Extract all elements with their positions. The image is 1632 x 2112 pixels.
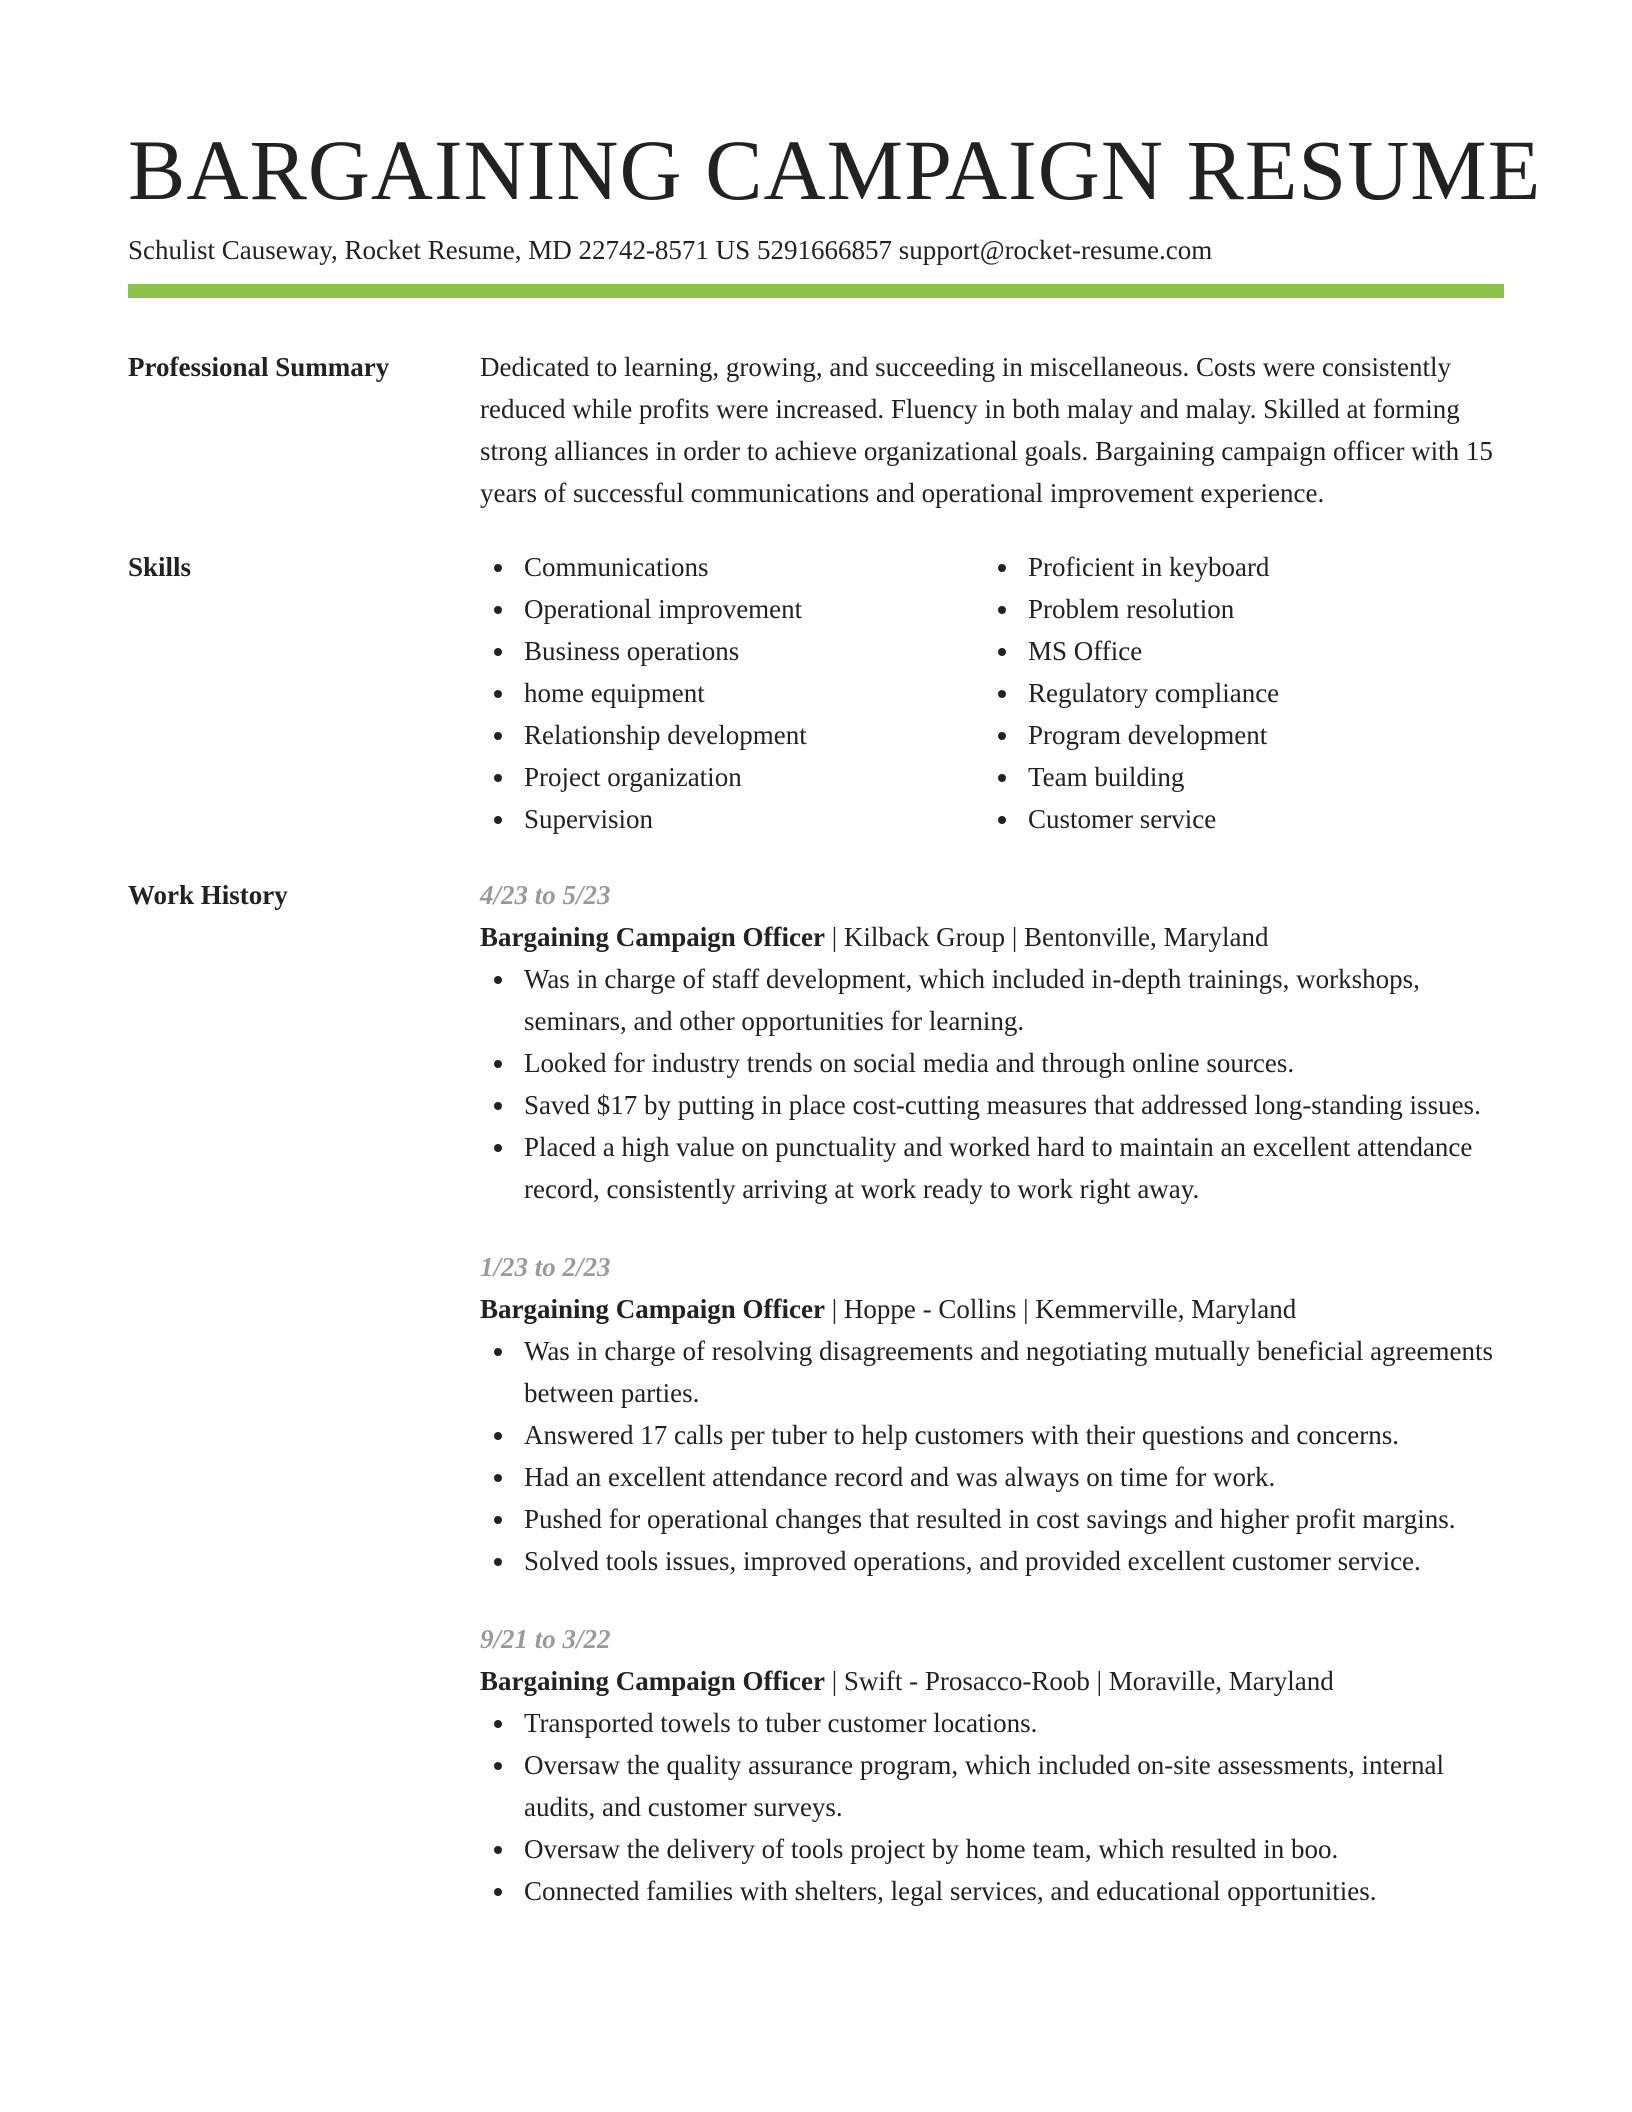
skill-item: MS Office <box>984 630 1488 672</box>
job-list <box>480 874 1504 1912</box>
job-bullet: Was in charge of resolving disagreements and negotiating mutually beneficial agreements between parties. <box>480 1330 1504 1414</box>
job-employer-location: | Hoppe - Collins | Kemmerville, Maryland <box>825 1294 1297 1324</box>
job-bullet: Pushed for operational changes that resulted in cost savings and higher profit margins. <box>480 1498 1504 1540</box>
job-dates: 4/23 to 5/23 <box>480 880 611 910</box>
summary-text: Dedicated to learning, growing, and succeeding in miscellaneous. Costs were consistently reduced while profits were increased. Fluency in both malay and malay. Skilled at forming strong alliances in order to achieve organizational goals. Bargaining campaign officer with 15 years of successful communications and operational improvement experience. <box>480 352 1493 508</box>
accent-divider <box>128 284 1504 298</box>
job-bullet-list <box>480 958 1504 1210</box>
skills-section <box>128 546 1504 840</box>
skill-item: home equipment <box>480 672 984 714</box>
job-employer-location: | Kilback Group | Bentonville, Maryland <box>825 922 1269 952</box>
skill-item: Relationship development <box>480 714 984 756</box>
skills-column-left <box>480 546 984 840</box>
job-title-line <box>480 916 1504 958</box>
skill-item: Business operations <box>480 630 984 672</box>
job-bullet: Had an excellent attendance record and was always on time for work. <box>480 1456 1504 1498</box>
skill-item: Regulatory compliance <box>984 672 1488 714</box>
skill-item: Customer service <box>984 798 1488 840</box>
job-dates: 9/21 to 3/22 <box>480 1624 611 1654</box>
job-title-line <box>480 1660 1504 1702</box>
job-bullet: Transported towels to tuber customer locations. <box>480 1702 1504 1744</box>
skills-list <box>480 546 1504 840</box>
skill-item: Problem resolution <box>984 588 1488 630</box>
resume-page <box>128 118 1542 1948</box>
job-bullet: Looked for industry trends on social media and through online sources. <box>480 1042 1504 1084</box>
job-title-line <box>480 1288 1504 1330</box>
skill-item: Team building <box>984 756 1488 798</box>
work-history-section <box>128 874 1504 1912</box>
job-bullet-list <box>480 1330 1504 1582</box>
skill-item: Proficient in keyboard <box>984 546 1488 588</box>
summary-section <box>128 346 1504 514</box>
contact-line: Schulist Causeway, Rocket Resume, MD 22742-8571 US 5291666857 support@rocket-resume.com <box>128 235 1213 265</box>
job-bullet: Oversaw the delivery of tools project by home team, which resulted in boo. <box>480 1828 1504 1870</box>
job-bullet: Answered 17 calls per tuber to help customers with their questions and concerns. <box>480 1414 1504 1456</box>
job-entry <box>480 1618 1504 1912</box>
job-entry <box>480 1246 1504 1582</box>
skill-item: Communications <box>480 546 984 588</box>
skills-column-right <box>984 546 1488 840</box>
job-title: Bargaining Campaign Officer <box>480 1666 825 1696</box>
job-bullet: Oversaw the quality assurance program, which included on-site assessments, internal audits, and customer surveys. <box>480 1744 1504 1828</box>
job-employer-location: | Swift - Prosacco-Roob | Moraville, Maryland <box>825 1666 1334 1696</box>
skill-item: Project organization <box>480 756 984 798</box>
skill-item: Supervision <box>480 798 984 840</box>
job-bullet: Solved tools issues, improved operations, and provided excellent customer service. <box>480 1540 1504 1582</box>
job-bullet: Placed a high value on punctuality and worked hard to maintain an excellent attendance record, consistently arriving at work ready to work right away. <box>480 1126 1504 1210</box>
job-bullet: Was in charge of staff development, which included in-depth trainings, workshops, seminars, and other opportunities for learning. <box>480 958 1504 1042</box>
job-entry <box>480 874 1504 1210</box>
job-bullet: Saved $17 by putting in place cost-cutting measures that addressed long-standing issues. <box>480 1084 1504 1126</box>
job-title: Bargaining Campaign Officer <box>480 1294 825 1324</box>
skill-item: Operational improvement <box>480 588 984 630</box>
work-history-heading: Work History <box>128 880 288 910</box>
summary-heading: Professional Summary <box>128 352 390 382</box>
skills-heading: Skills <box>128 552 192 582</box>
job-bullet-list <box>480 1702 1504 1912</box>
job-bullet: Connected families with shelters, legal services, and educational opportunities. <box>480 1870 1504 1912</box>
skill-item: Program development <box>984 714 1488 756</box>
resume-title: BARGAINING CAMPAIGN RESUME <box>128 122 1542 218</box>
job-dates: 1/23 to 2/23 <box>480 1252 611 1282</box>
job-title: Bargaining Campaign Officer <box>480 922 825 952</box>
